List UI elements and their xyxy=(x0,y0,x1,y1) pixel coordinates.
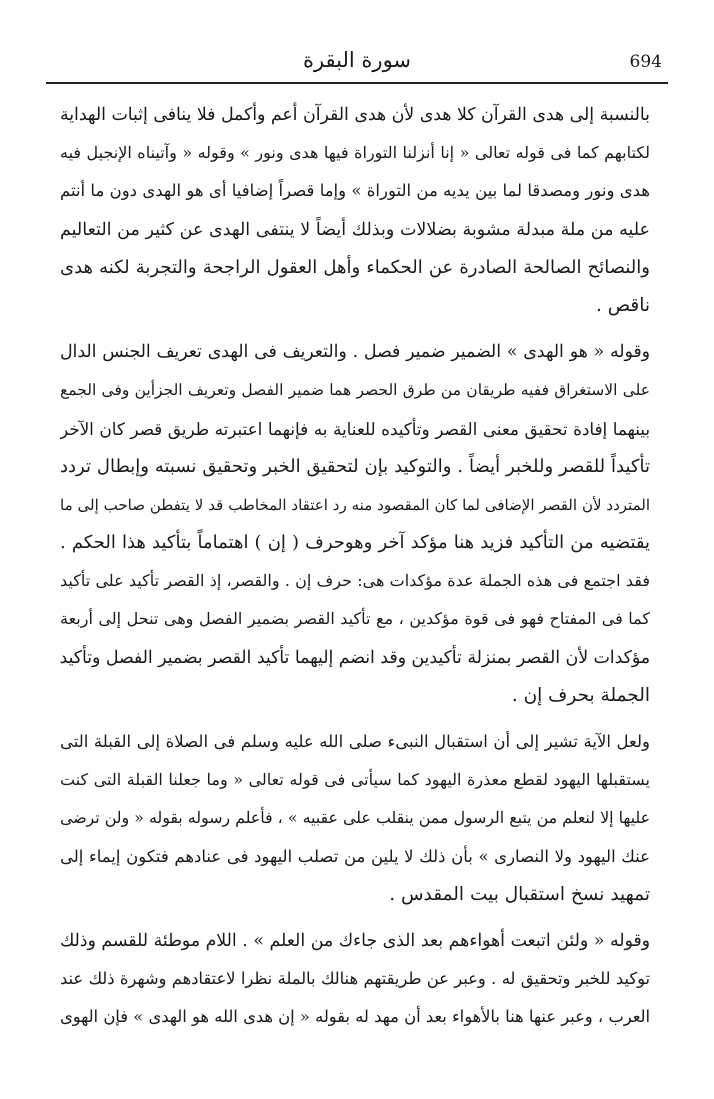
paragraph-spacer xyxy=(60,715,650,723)
text-line: تأكيداً للقصر وللخبر أيضاً . والتوكيد بإن لتحقيق الخبر وتحقيق نسبته وإبطال تردد xyxy=(60,455,650,477)
text-line: بينهما إفادة تحقيق معنى القصر وتأكيده للعناية به فإنهما اعتبرته طريق قصر كان الآخر xyxy=(60,418,650,439)
text-line: المتردد لأن القصر الإضافى لما كان المقصود منه رد اعتقاد المخاطب قد لا يتفطن صاحب إلى ما xyxy=(60,495,650,514)
page-number: 694 xyxy=(629,52,662,72)
text-line: ناقص . xyxy=(595,294,650,316)
page-header xyxy=(46,46,668,82)
text-line: تمهيد نسخ استقبال بيت المقدس . xyxy=(389,883,650,905)
text-line: فقد اجتمع فى هذه الجملة عدة مؤكدات هى: حرف إن . والقصر، إذ القصر تأكيد على تأكيد xyxy=(60,571,650,591)
text-line: عنك اليهود ولا النصارى » بأن ذلك لا يلين من تصلب اليهود فى عنادهم فتكون إيماء إلى xyxy=(60,846,650,866)
text-line: وقوله « هو الهدى » الضمير ضمير فصل . والتعريف فى الهدى تعريف الجنس الدال xyxy=(60,342,650,363)
text-line: عليه من ملة مبدلة مشوبة بضلالات وبذلك أيضاً لا ينتفى الهدى عن كثير من التعاليم xyxy=(60,219,650,240)
text-line: الجملة بحرف إن . xyxy=(511,684,650,706)
text-line: كما فى المفتاح فهو فى قوة مؤكدين ، مع تأكيد القصر بضمير الفصل وهى تنحل إلى أربعة xyxy=(60,609,650,629)
text-line: ولعل الآية تشير إلى أن استقبال النبىء صلى الله عليه وسلم فى الصلاة إلى القبلة التى xyxy=(60,732,650,751)
header-rule xyxy=(46,82,668,84)
paragraph-3 xyxy=(60,723,650,914)
text-line: هدى ونور ومصدقا لما بين يديه من التوراة » وإما قصراً إضافيا أى هو الهدى دون ما أنتم xyxy=(60,181,650,201)
page-body xyxy=(60,96,650,1037)
text-line: توكيد للخبر وتحقيق له . وعبر عن طريقتهم هنالك بالملة نظرا لاعتقادهم وشهرة ذلك عند xyxy=(60,969,650,989)
text-line: يستقبلها اليهود لقطع معذرة اليهود كما سيأتى فى قوله تعالى « وما جعلنا القبلة التى كنت xyxy=(60,770,650,790)
text-line: لكتابهم كما فى قوله تعالى « إنا أنزلنا التوراة فيها هدى ونور » وقوله « وآتيناه الإنجيل فيه xyxy=(60,143,650,163)
paragraph-spacer xyxy=(60,914,650,922)
text-line: العرب ، وعبر عنها هنا بالأهواء بعد أن مهد له بقوله « إن هدى الله هو الهدى » فإن الهوى xyxy=(60,1007,650,1027)
text-line: والنصائح الصالحة الصادرة عن الحكماء وأهل العقول الراجحة والتجربة لكنه هدى xyxy=(60,256,650,278)
text-line: بالنسبة إلى هدى القرآن كلا هدى لأن هدى القرآن أعم وأكمل فلا ينافى إثبات الهداية xyxy=(60,105,650,125)
paragraph-spacer xyxy=(60,325,650,333)
text-line: وقوله « ولئن اتبعت أهواءهم بعد الذى جاءك من العلم » . اللام موطئة للقسم وذلك xyxy=(60,930,650,951)
text-line: عليها إلا لنعلم من يتبع الرسول ممن ينقلب على عقبيه » ، فأعلم رسوله بقوله « ولن ترضى xyxy=(60,808,650,828)
text-line: يقتضيه من التأكيد فزيد هنا مؤكد آخر وهوحرف ( إن ) اهتماماً بتأكيد هذا الحكم . xyxy=(60,532,650,554)
surah-title: سورة البقرة xyxy=(302,48,412,72)
text-line: على الاستغراق ففيه طريقان من طرق الحصر هما ضمير الفصل وتعريف الجزأين وفى الجمع xyxy=(60,381,650,400)
paragraph-2 xyxy=(60,333,650,715)
paragraph-4 xyxy=(60,922,650,1037)
text-line: مؤكدات لأن القصر بمنزلة تأكيدين وقد انضم إليهما تأكيد القصر بضمير الفصل وتأكيد xyxy=(60,647,650,668)
paragraph-1 xyxy=(60,96,650,325)
